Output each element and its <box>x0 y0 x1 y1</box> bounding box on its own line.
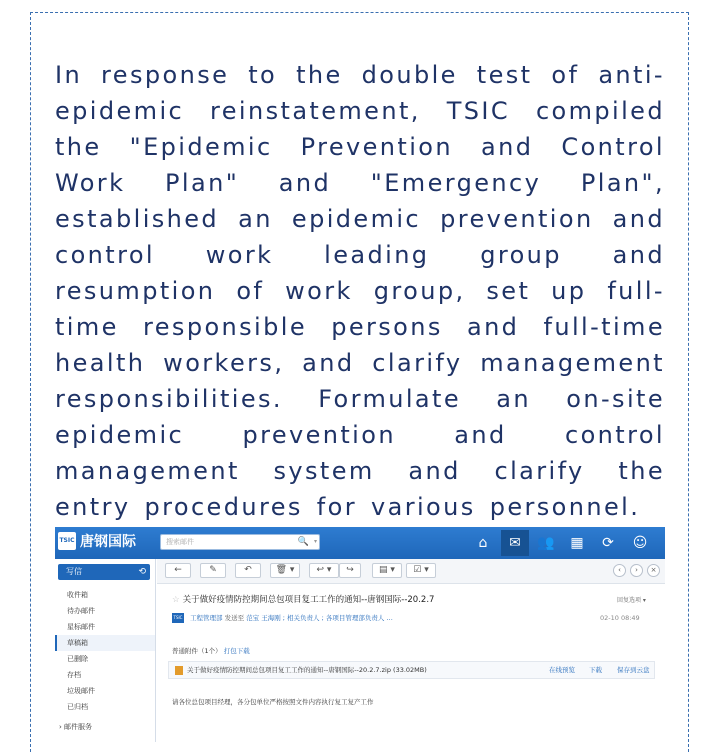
sent-to-label: 发送至 <box>222 614 247 622</box>
prev-mail-button[interactable]: ‹ <box>613 564 626 577</box>
download-all-link[interactable]: 打包下载 <box>223 647 250 655</box>
compose-label: 写信 <box>66 567 82 576</box>
save-to-cloud-link[interactable]: 保存到云盘 <box>617 666 650 674</box>
search-placeholder: 搜索邮件 <box>166 538 194 546</box>
article-paragraph: In response to the double test of anti-epidemic reinstatement, TSIC compiled the "Epidemic Prevention and Control Work Plan" and "Emergency Plan", established an epidemic prevention and control work leading group and resumption of work group, set up full-time responsible persons and full-time health workers, and clarify management responsibilities. Formulate an on-site epidemic prevention and control management system and clarify the entry procedures for various personnel. <box>55 61 665 521</box>
search-icon[interactable]: 🔍 <box>297 537 309 547</box>
edit-button[interactable]: ✎ <box>200 563 226 578</box>
mail-toolbar <box>157 559 665 584</box>
reply-options-dropdown[interactable]: 回复选项 ▾ <box>617 597 646 604</box>
attachment-label: 普通附件（1个） <box>172 647 222 655</box>
back-button[interactable]: ← <box>165 563 191 578</box>
mail-client-screenshot <box>55 527 665 742</box>
sender-name[interactable]: 工程管理部 <box>190 614 223 622</box>
nav-group-label: 邮件服务 <box>64 723 93 731</box>
reply-button[interactable]: ↩ ▾ <box>309 563 339 578</box>
attachment-header <box>172 646 250 656</box>
zip-file-icon <box>175 666 183 675</box>
attachment-name[interactable]: 关于做好疫情防控期间总包项目复工工作的通知--唐钢国际--20.2.7.zip (33.02MB) <box>187 666 427 674</box>
mail-subject <box>172 594 434 606</box>
forward-button[interactable]: ↪ <box>339 563 361 578</box>
compose-button[interactable] <box>58 564 150 580</box>
nav-item-inbox[interactable]: 收件箱 <box>67 591 88 599</box>
download-link[interactable]: 下载 <box>589 666 602 674</box>
user-icon[interactable]: ☺ <box>632 535 648 551</box>
receive-icon[interactable]: ⟲ <box>138 567 146 577</box>
sender-avatar: TSIC <box>172 613 184 623</box>
close-mail-button[interactable]: × <box>647 564 660 577</box>
mail-body: 请各位总包项目经理，各分包单位严格按照文件内容执行复工复产工作 <box>172 698 374 706</box>
nav-item-deleted[interactable]: 已删除 <box>67 655 88 663</box>
move-button[interactable]: ▤ ▾ <box>372 563 402 578</box>
mark-button[interactable]: ☑ ▾ <box>406 563 436 578</box>
sync-icon[interactable]: ⟳ <box>602 535 614 551</box>
mail-topbar <box>55 527 665 559</box>
mail-from-line <box>190 613 393 623</box>
delete-button[interactable]: 🗑 ▾ <box>270 563 300 578</box>
nav-item-drafts[interactable]: 草稿箱 <box>55 635 155 651</box>
recipients[interactable]: 范宝 王海刚 ; 相关负责人 ; 各项目管理部负责人 … <box>246 614 393 622</box>
chevron-down-icon[interactable]: ▾ <box>313 538 317 545</box>
nav-item-todo[interactable]: 待办邮件 <box>67 607 95 615</box>
attachment-row <box>168 661 655 679</box>
preview-link[interactable]: 在线预览 <box>549 666 575 674</box>
star-icon[interactable]: ☆ <box>172 595 180 605</box>
home-icon[interactable]: ⌂ <box>478 535 488 551</box>
mail-subject-text: 关于做好疫情防控期间总包项目复工工作的通知--唐钢国际--20.2.7 <box>182 595 435 605</box>
mail-sidebar <box>55 559 156 742</box>
nav-item-archived[interactable]: 已归档 <box>67 703 88 711</box>
contacts-icon[interactable]: 👥 <box>537 535 555 551</box>
mail-icon[interactable]: ✉ <box>501 530 529 556</box>
nav-item-spam[interactable]: 垃圾邮件 <box>67 687 95 695</box>
brand-name: 唐钢国际 <box>80 534 136 550</box>
mail-search-input[interactable] <box>160 534 320 550</box>
next-mail-button[interactable]: › <box>630 564 643 577</box>
tsic-logo: TSIC <box>58 532 76 550</box>
undo-button[interactable]: ↶ <box>235 563 261 578</box>
mail-date: 02-10 08:49 <box>600 614 640 622</box>
nav-item-starred[interactable]: 星标邮件 <box>67 623 95 631</box>
calendar-icon[interactable]: ▦ <box>570 535 584 551</box>
nav-item-archive[interactable]: 存档 <box>67 671 81 679</box>
nav-group-mail-services[interactable]: › 邮件服务 <box>59 723 93 731</box>
